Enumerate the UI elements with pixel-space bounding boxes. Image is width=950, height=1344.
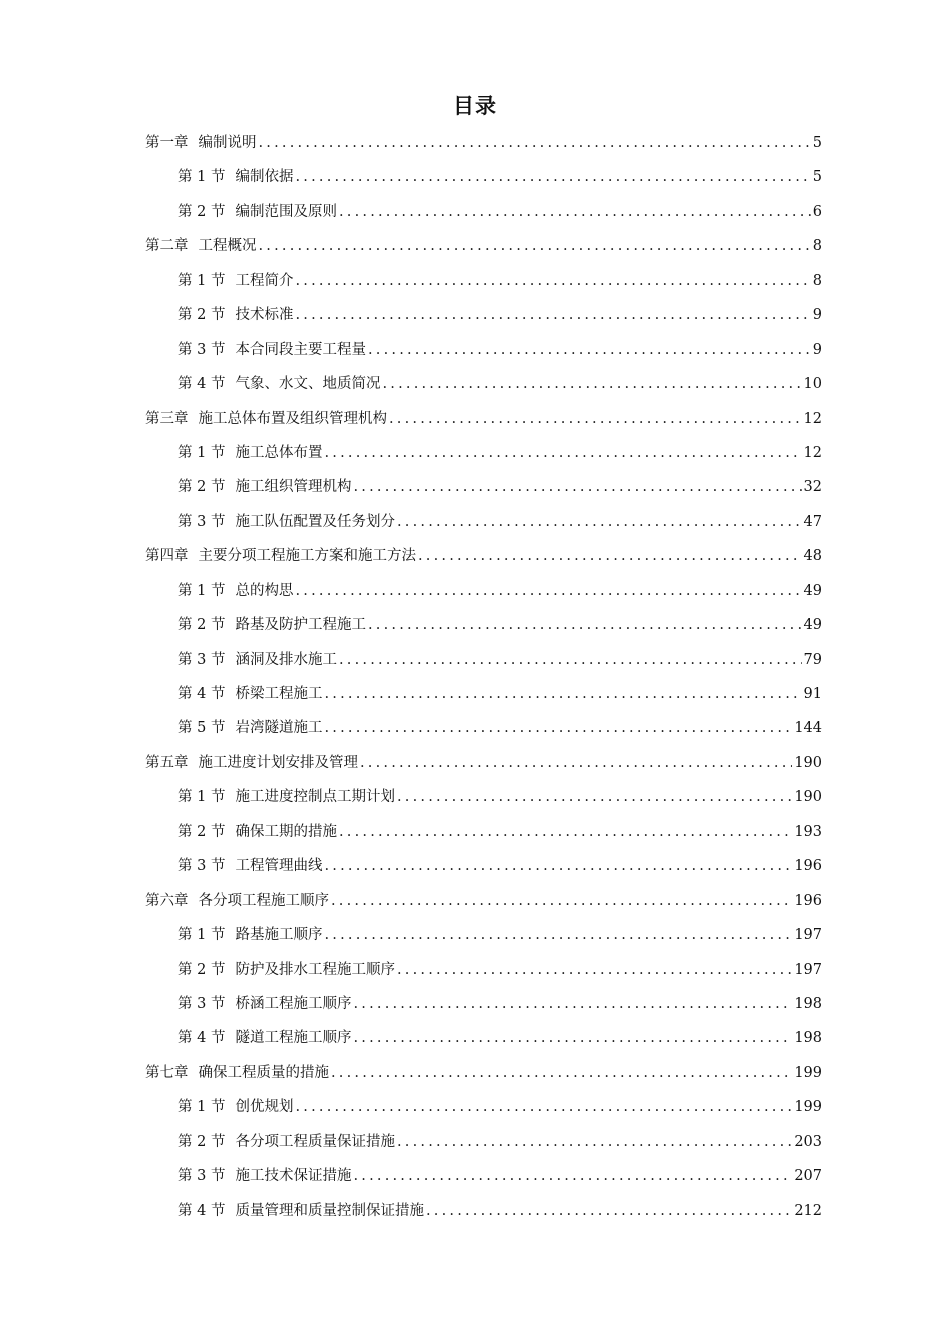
- toc-entry-label: 路基及防护工程施工: [235, 617, 366, 634]
- toc-page-number: 199: [794, 1099, 822, 1116]
- toc-chapter-entry[interactable]: [145, 126, 822, 160]
- toc-entry-number: 第 2 节: [178, 1133, 226, 1150]
- toc-entry-label: 岩湾隧道施工: [235, 720, 323, 737]
- toc-entry-label: 本合同段主要工程量: [235, 341, 366, 358]
- toc-section-entry[interactable]: [145, 780, 822, 814]
- toc-dot-leader: [259, 126, 811, 160]
- toc-section-entry[interactable]: [145, 1021, 822, 1055]
- toc-entry-number: 第 2 节: [178, 307, 226, 324]
- toc-page-number: 207: [794, 1168, 822, 1185]
- toc-entry-number: 第 3 节: [178, 1168, 226, 1185]
- toc-entry-number: 第 5 节: [178, 720, 226, 737]
- toc-page-number: 47: [803, 513, 822, 530]
- toc-page-number: 12: [803, 444, 822, 461]
- toc-page-number: 91: [803, 686, 822, 702]
- toc-entry-number: 第 2 节: [178, 479, 226, 496]
- toc-entry-number: 第 3 节: [178, 651, 226, 668]
- toc-page-number: 10: [803, 376, 822, 393]
- toc-chapter-entry[interactable]: [145, 746, 822, 780]
- toc-entry-label: 施工技术保证措施: [235, 1168, 352, 1185]
- toc-page-number: 9: [812, 341, 822, 358]
- toc-section-entry[interactable]: [145, 1159, 822, 1193]
- toc-section-entry[interactable]: [145, 367, 822, 401]
- toc-section-entry[interactable]: [145, 643, 822, 677]
- toc-entry-number: 第 2 节: [178, 961, 226, 978]
- toc-entry-label: 创优规划: [235, 1099, 294, 1116]
- toc-entry-number: 第 1 节: [178, 789, 226, 806]
- toc-entry-label: 工程概况: [198, 238, 257, 255]
- toc-page-number: 5: [812, 169, 822, 186]
- toc-dot-leader: [360, 746, 792, 780]
- toc-dot-leader: [389, 402, 802, 436]
- toc-dot-leader: [397, 953, 792, 987]
- toc-chapter-entry[interactable]: [145, 1056, 822, 1090]
- toc-entry-number: 第 1 节: [178, 927, 226, 944]
- toc-dot-leader: [353, 1021, 792, 1055]
- toc-section-entry[interactable]: [145, 953, 822, 987]
- toc-dot-leader: [331, 1056, 792, 1090]
- toc-entry-number: 第 4 节: [178, 1202, 226, 1219]
- toc-entry-label: 桥梁工程施工: [235, 686, 323, 702]
- toc-entry-number: 第 1 节: [178, 169, 226, 186]
- toc-section-entry[interactable]: [145, 1194, 822, 1228]
- toc-entry-label: 质量管理和质量控制保证措施: [235, 1202, 424, 1219]
- toc-section-entry[interactable]: [145, 333, 822, 367]
- toc-page-number: 48: [803, 548, 822, 565]
- toc-entry-label: 路基施工顺序: [235, 927, 323, 944]
- toc-section-entry[interactable]: [145, 298, 822, 332]
- toc-page-number: 9: [812, 307, 822, 324]
- toc-entry-label: 各分项工程质量保证措施: [235, 1133, 395, 1150]
- toc-entry-number: 第 3 节: [178, 341, 226, 358]
- toc-page-number: 212: [794, 1202, 822, 1219]
- toc-dot-leader: [353, 470, 801, 504]
- toc-section-entry[interactable]: [145, 195, 822, 229]
- toc-page-number: 190: [794, 754, 822, 771]
- toc-section-entry[interactable]: [145, 849, 822, 883]
- toc-entry-number: 第七章: [145, 1064, 189, 1081]
- toc-entry-number: 第 2 节: [178, 203, 226, 220]
- toc-dot-leader: [295, 574, 801, 608]
- toc-page-number: 203: [794, 1133, 822, 1150]
- toc-entry-number: 第 3 节: [178, 995, 226, 1012]
- toc-entry-number: 第二章: [145, 238, 189, 255]
- toc-entry-label: 总的构思: [235, 582, 294, 599]
- toc-page-number: 32: [803, 479, 822, 496]
- toc-dot-leader: [331, 884, 792, 918]
- toc-chapter-entry[interactable]: [145, 884, 822, 918]
- toc-entry-label: 工程简介: [235, 272, 294, 289]
- toc-page-number: 197: [794, 961, 822, 978]
- toc-section-entry[interactable]: [145, 264, 822, 298]
- toc-entry-label: 主要分项工程施工方案和施工方法: [198, 548, 416, 565]
- toc-page-number: 6: [812, 203, 822, 220]
- toc-entry-label: 工程管理曲线: [235, 858, 323, 875]
- toc-dot-leader: [295, 298, 810, 332]
- toc-entry-number: 第 1 节: [178, 1099, 226, 1116]
- toc-page-number: 49: [803, 582, 822, 599]
- toc-section-entry[interactable]: [145, 574, 822, 608]
- toc-entry-number: 第 2 节: [178, 617, 226, 634]
- toc-entry-label: 施工进度控制点工期计划: [235, 789, 395, 806]
- toc-entry-label: 涵洞及排水施工: [235, 651, 337, 668]
- toc-page-number: 49: [803, 617, 822, 634]
- toc-list: [145, 126, 822, 1228]
- toc-dot-leader: [324, 711, 792, 745]
- toc-page-number: 144: [794, 720, 822, 737]
- toc-page-number: 190: [794, 789, 822, 806]
- toc-page-number: 196: [794, 892, 822, 909]
- toc-page-number: 198: [794, 995, 822, 1012]
- toc-entry-label: 气象、水文、地质简况: [235, 376, 381, 393]
- toc-title: 目录: [453, 94, 497, 118]
- toc-entry-number: 第 1 节: [178, 444, 226, 461]
- toc-dot-leader: [259, 229, 811, 263]
- toc-page-number: 5: [812, 135, 822, 151]
- toc-dot-leader: [324, 849, 792, 883]
- toc-entry-label: 桥涵工程施工顺序: [235, 995, 352, 1012]
- toc-section-entry[interactable]: [145, 505, 822, 539]
- toc-entry-label: 施工总体布置及组织管理机构: [198, 410, 387, 427]
- toc-page-number: 197: [794, 927, 822, 944]
- toc-section-entry[interactable]: [145, 987, 822, 1021]
- toc-entry-label: 施工总体布置: [235, 444, 323, 461]
- toc-page-number: 8: [812, 238, 822, 255]
- toc-chapter-entry[interactable]: [145, 402, 822, 436]
- toc-section-entry[interactable]: [145, 608, 822, 642]
- toc-dot-leader: [339, 815, 792, 849]
- toc-dot-leader: [397, 780, 792, 814]
- toc-dot-leader: [382, 367, 801, 401]
- toc-entry-label: 施工进度计划安排及管理: [198, 754, 358, 771]
- toc-page-number: 199: [794, 1064, 822, 1081]
- toc-section-entry[interactable]: [145, 918, 822, 952]
- toc-entry-number: 第 2 节: [178, 823, 226, 840]
- toc-entry-label: 确保工期的措施: [235, 823, 337, 840]
- toc-entry-number: 第 4 节: [178, 1030, 226, 1047]
- toc-page-number: 79: [803, 651, 822, 668]
- toc-section-entry[interactable]: [145, 711, 822, 745]
- toc-dot-leader: [324, 918, 792, 952]
- toc-dot-leader: [397, 1125, 792, 1159]
- toc-section-entry[interactable]: [145, 470, 822, 504]
- toc-section-entry[interactable]: [145, 815, 822, 849]
- toc-section-entry[interactable]: [145, 160, 822, 194]
- toc-page-number: 8: [812, 272, 822, 289]
- toc-dot-leader: [353, 1159, 792, 1193]
- toc-entry-label: 编制依据: [235, 169, 294, 186]
- toc-dot-leader: [324, 436, 801, 470]
- toc-entry-number: 第 3 节: [178, 858, 226, 875]
- toc-dot-leader: [324, 677, 801, 711]
- toc-entry-label: 确保工程质量的措施: [198, 1064, 329, 1081]
- toc-dot-leader: [368, 333, 811, 367]
- toc-section-entry[interactable]: [145, 436, 822, 470]
- toc-section-entry[interactable]: [145, 677, 822, 711]
- toc-entry-label: 防护及排水工程施工顺序: [235, 961, 395, 978]
- toc-entry-label: 各分项工程施工顺序: [198, 892, 329, 909]
- toc-section-entry[interactable]: [145, 1090, 822, 1124]
- toc-dot-leader: [295, 1090, 792, 1124]
- toc-dot-leader: [295, 160, 810, 194]
- toc-dot-leader: [397, 505, 802, 539]
- toc-page-number: 198: [794, 1030, 822, 1047]
- toc-page-number: 196: [794, 858, 822, 875]
- toc-entry-label: 施工组织管理机构: [235, 479, 352, 496]
- toc-entry-number: 第 3 节: [178, 513, 226, 530]
- toc-entry-number: 第 1 节: [178, 272, 226, 289]
- toc-entry-label: 施工队伍配置及任务划分: [235, 513, 395, 530]
- toc-entry-label: 隧道工程施工顺序: [235, 1030, 352, 1047]
- toc-dot-leader: [353, 987, 792, 1021]
- toc-dot-leader: [368, 608, 802, 642]
- toc-chapter-entry[interactable]: [145, 539, 822, 573]
- toc-page-number: 193: [794, 823, 822, 840]
- toc-entry-label: 编制范围及原则: [235, 203, 337, 220]
- toc-entry-number: 第一章: [145, 135, 189, 151]
- toc-section-entry[interactable]: [145, 1125, 822, 1159]
- toc-entry-label: 技术标准: [235, 307, 294, 324]
- toc-dot-leader: [339, 195, 811, 229]
- toc-entry-number: 第 1 节: [178, 582, 226, 599]
- toc-entry-number: 第四章: [145, 548, 189, 565]
- toc-entry-number: 第五章: [145, 754, 189, 771]
- toc-chapter-entry[interactable]: [145, 229, 822, 263]
- toc-dot-leader: [426, 1194, 792, 1228]
- toc-entry-number: 第六章: [145, 892, 189, 909]
- toc-dot-leader: [339, 643, 802, 677]
- toc-entry-number: 第 4 节: [178, 376, 226, 393]
- toc-page-number: 12: [803, 410, 822, 427]
- toc-entry-label: 编制说明: [198, 135, 257, 151]
- toc-dot-leader: [295, 264, 810, 298]
- toc-entry-number: 第 4 节: [178, 686, 226, 702]
- toc-dot-leader: [418, 539, 802, 573]
- toc-entry-number: 第三章: [145, 410, 189, 427]
